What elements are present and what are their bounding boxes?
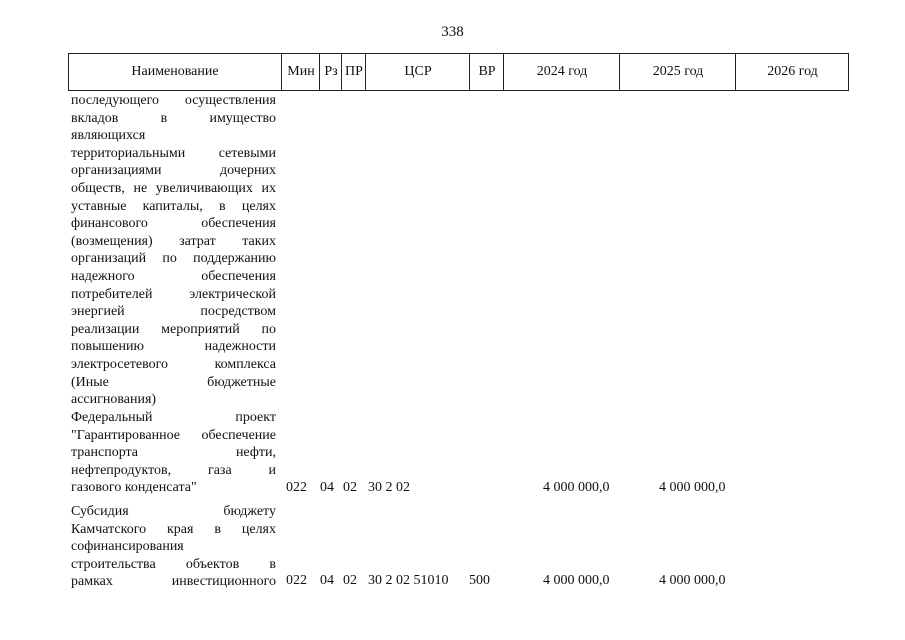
cell-csr: 30 2 02 [368,480,410,495]
name-line: рамках инвестиционного [71,574,276,590]
row-name-block-2 [71,409,276,497]
name-line: реализации мероприятий по [71,321,276,337]
header-pr: ПР [341,54,366,90]
cell-pr: 02 [343,480,357,495]
name-line: вкладов в имущество [71,110,276,126]
table-header [68,53,849,91]
name-line: (возмещения) затрат таких [71,233,276,249]
cell-vr: 500 [469,573,490,588]
name-line: обществ, не увеличивающих их [71,180,276,196]
cell-2024: 4 000 000,0 [543,480,610,495]
name-line: строительства объектов в [71,556,276,572]
cell-pr: 02 [343,573,357,588]
cell-rz: 04 [320,573,334,588]
cell-min: 022 [286,480,307,495]
name-line: уставные капиталы, в целях [71,198,276,214]
name-line: "Гарантированное обеспечение [71,427,276,443]
name-line: Федеральный проект [71,410,276,425]
cell-2024: 4 000 000,0 [543,573,610,588]
name-line: Субсидия бюджету [71,504,276,519]
name-line: транспорта нефти, [71,445,276,461]
name-line: ассигнования) [71,392,157,408]
name-line: повышению надежности [71,339,276,355]
cell-csr: 30 2 02 51010 [368,573,449,588]
name-line: энергией посредством [71,304,276,320]
cell-rz: 04 [320,480,334,495]
name-line: софинансирования [71,539,184,555]
name-line: потребителей электрической [71,286,276,302]
header-min: Мин [281,54,320,90]
cell-2025: 4 000 000,0 [659,480,726,495]
header-2025: 2025 год [619,54,736,90]
name-line: последующего осуществления [71,93,276,108]
name-line: являющихся [71,128,146,144]
header-name: Наименование [131,64,219,79]
name-line: Камчатского края в целях [71,521,276,537]
header-csr: ЦСР [365,54,470,90]
header-2024: 2024 год [503,54,620,90]
name-line: организаций по поддержанию [71,251,276,267]
name-line: газового конденсата" [71,480,197,496]
page-number: 338 [441,24,464,40]
header-2026: 2026 год [735,54,849,90]
row-name-block-1 [71,92,276,409]
name-line: территориальными сетевыми [71,145,276,161]
name-line: электросетевого комплекса [71,356,276,372]
header-rz: Рз [319,54,342,90]
name-line: (Иные бюджетные [71,374,276,390]
name-line: надежного обеспечения [71,268,276,284]
name-line: организациями дочерних [71,163,276,179]
name-line: финансового обеспечения [71,216,276,232]
cell-2025: 4 000 000,0 [659,573,726,588]
name-line: нефтепродуктов, газа и [71,462,276,478]
cell-min: 022 [286,573,307,588]
header-vr: ВР [469,54,504,90]
row-name-block-3 [71,503,276,591]
